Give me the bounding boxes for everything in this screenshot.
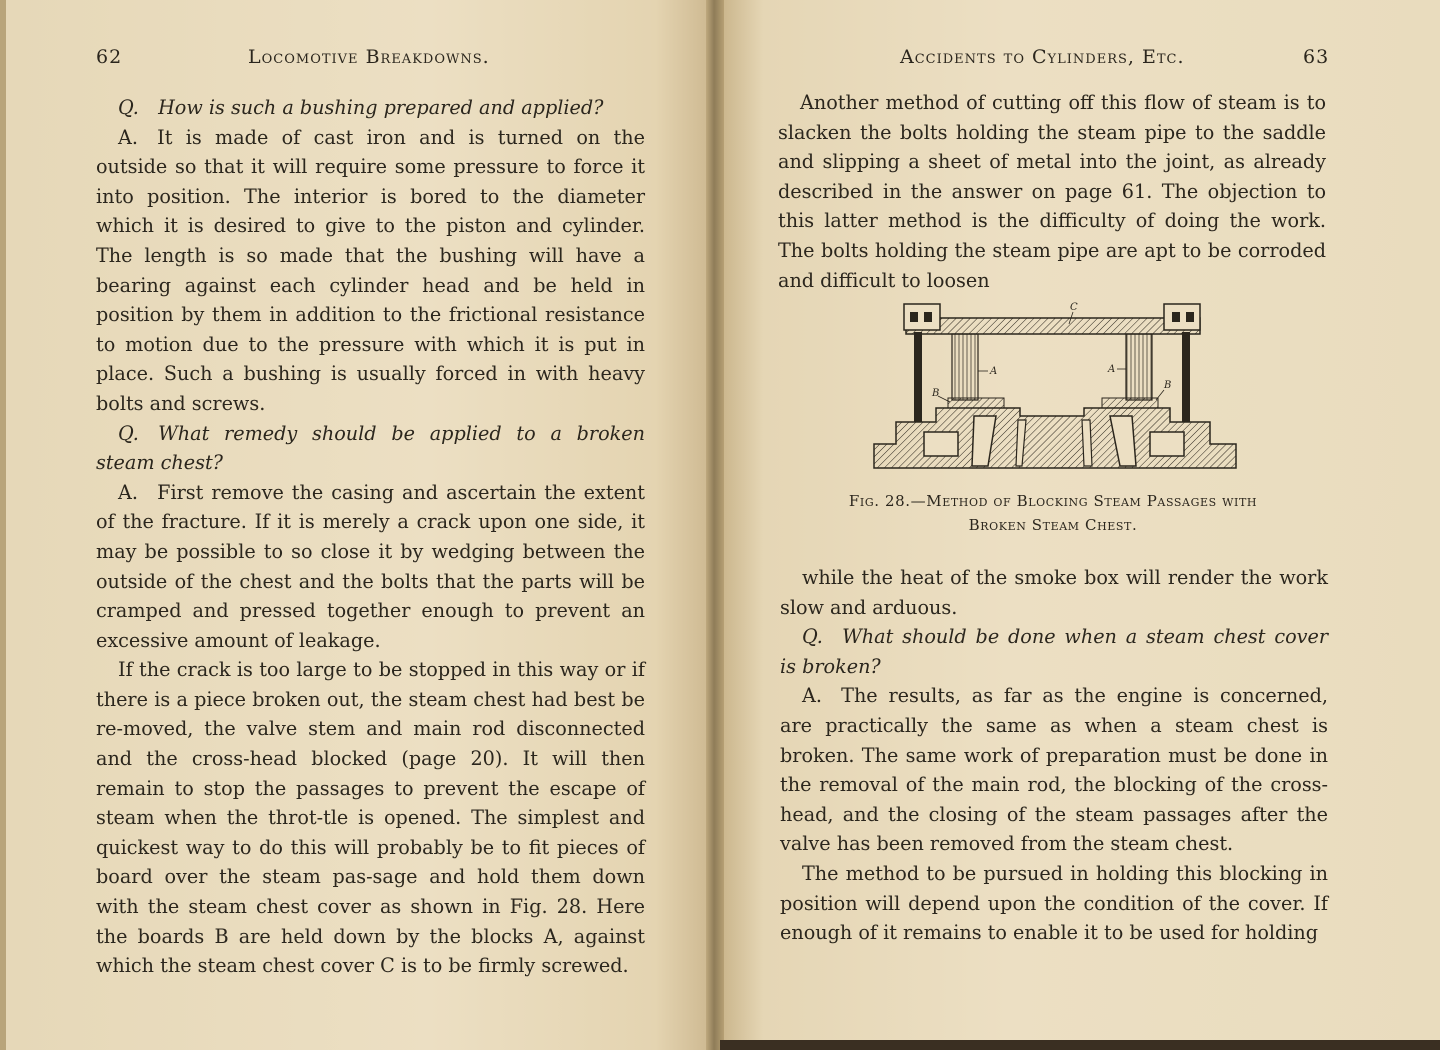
answer-label: A. (118, 125, 138, 149)
fig-28-diagram (870, 298, 1240, 473)
bolt-head-left (904, 304, 940, 330)
question-paragraph (96, 93, 645, 123)
stud-right (1182, 332, 1190, 422)
answer-label: A. (802, 684, 822, 708)
board-b-right (1102, 398, 1158, 408)
port-right (1150, 432, 1184, 456)
label-c: C (1070, 302, 1078, 313)
right-page-number: 63 (1303, 46, 1330, 68)
label-b-right: B (1164, 380, 1172, 391)
paragraph-text: If the crack is too large to be stopped in this way or if there is a piece broken out, the steam chest had best be re-moved, the valve stem and main rod disconnected and the cross-head blocked (page 20). It will then remain to stop the passages to prevent the escape of steam when the throt-tle is opened. The simplest and quickest way to do this will probably be to fit pieces of board over the steam pas-sage and hold them down with the steam chest cover as shown in Fig. 28. Here the boards B are held down by the blocks A, against which the steam chest cover C is to be firmly screwed. (96, 658, 645, 978)
label-b-left: B (932, 388, 940, 399)
right-running-head: Accidents to Cylinders, Etc. (900, 46, 1185, 68)
block-a-right (1126, 334, 1152, 400)
port-left (924, 432, 958, 456)
label-a-right: A (1108, 364, 1116, 375)
answer-paragraph (780, 681, 1328, 859)
question-label: Q. (802, 625, 823, 649)
answer-label: A. (118, 480, 138, 504)
question-paragraph (780, 622, 1328, 681)
question-label: Q. (118, 96, 139, 119)
left-running-head: Locomotive Breakdowns. (248, 46, 490, 68)
question-paragraph (96, 419, 645, 478)
caption-line-1: Fig. 28.—Method of Blocking Steam Passages with (848, 492, 1258, 510)
bolt-head-right (1164, 304, 1200, 330)
paragraph-text: What should be done when a steam chest cover is broken? (780, 625, 1328, 678)
paragraph (96, 655, 645, 981)
paragraph (780, 563, 1328, 622)
book-edge (720, 1040, 1440, 1050)
fig-28-caption (790, 489, 1316, 537)
answer-paragraph (96, 478, 645, 656)
paragraph-text: It is made of cast iron and is turned on the outside so that it will require some pressure to force it into position. The interior is bored to the diameter which it is desired to give to the piston and cylinder. The length is so made that the bushing will have a bearing against each cylinder head and be held in position by them in addition to the frictional resistance to motion due to the pressure with which it is put in place. Such a bushing is usually forced in with heavy bolts and screws. (96, 125, 645, 415)
paragraph-text: The method to be pursued in holding this blocking in position will depend upon the condition of the cover. If enough of it remains to enable it to be used for holding (780, 861, 1328, 945)
paragraph-text: The results, as far as the engine is concerned, are practically the same as when a steam chest is broken. The same work of preparation must be done in the removal of the main rod, the blocking of the cross-head, and the closing of the steam passages after the valve has been removed from the steam chest. (780, 684, 1328, 856)
left-page-number: 62 (96, 46, 123, 68)
paragraph-text: First remove the casing and ascertain the extent of the fracture. If it is merely a crack upon one side, it may be possible to so close it by wedging between the outside of the chest and the bolts that the parts will be cramped and pressed together enough to prevent an excessive amount of leakage. (96, 480, 645, 652)
block-a-left (952, 334, 978, 400)
paragraph: Another method of cutting off this flow of steam is to slacken the bolts holding the steam pipe to the saddle and slipping a sheet of metal into the joint, as already described in the answer on page 61. The objection to this latter method is the difficulty of doing the work. The bolts holding the steam pipe are apt to be corroded and difficult to loosen (778, 91, 1326, 292)
right-page-body (780, 563, 1328, 948)
label-a-left: A (990, 366, 998, 377)
paragraph-text: What remedy should be applied to a broken steam chest? (96, 421, 645, 475)
question-label: Q. (118, 421, 139, 445)
right-page-top-text (778, 88, 1326, 295)
stud-left (914, 332, 922, 422)
steam-chest-cover (906, 318, 1200, 334)
paragraph-text: while the heat of the smoke box will render the work slow and arduous. (780, 566, 1328, 619)
answer-paragraph (96, 123, 645, 419)
book-gutter (706, 0, 724, 1050)
caption-line-2: Broken Steam Chest. (968, 516, 1138, 534)
paragraph-text: How is such a bushing prepared and applied? (158, 96, 604, 119)
paragraph (780, 859, 1328, 948)
board-b-left (948, 398, 1004, 408)
left-page-body (96, 93, 645, 981)
